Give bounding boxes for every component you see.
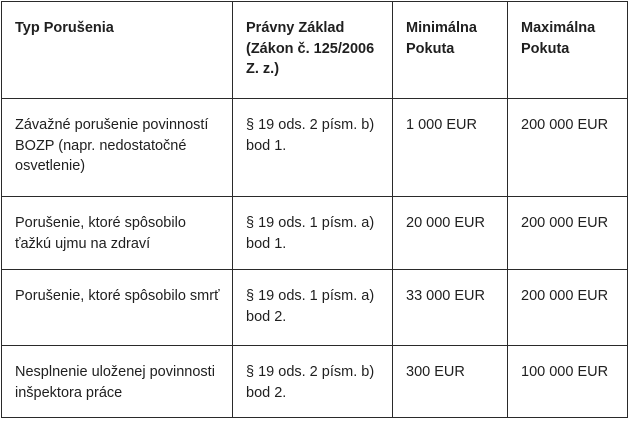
table-header-row [2, 2, 628, 99]
cell-minimum-fine: 33 000 EUR [393, 270, 508, 346]
cell-legal-basis: § 19 ods. 2 písm. b) bod 1. [233, 99, 393, 197]
header-legal-basis: Právny Základ (Zákon č. 125/2006 Z. z.) [233, 2, 393, 99]
table-row [2, 346, 628, 418]
header-violation-type: Typ Porušenia [2, 2, 233, 99]
table-row [2, 270, 628, 346]
cell-minimum-fine: 1 000 EUR [393, 99, 508, 197]
cell-violation-type: Závažné porušenie povinností BOZP (napr. nedostatočné osvetlenie) [2, 99, 233, 197]
table-row [2, 99, 628, 197]
cell-maximum-fine: 200 000 EUR [508, 99, 628, 197]
cell-legal-basis: § 19 ods. 2 písm. b) bod 2. [233, 346, 393, 418]
cell-violation-type: Porušenie, ktoré spôsobilo ťažkú ujmu na zdraví [2, 197, 233, 270]
fines-table [1, 1, 628, 418]
fines-table-container [1, 1, 628, 418]
cell-legal-basis: § 19 ods. 1 písm. a) bod 2. [233, 270, 393, 346]
cell-legal-basis: § 19 ods. 1 písm. a) bod 1. [233, 197, 393, 270]
cell-minimum-fine: 300 EUR [393, 346, 508, 418]
table-row [2, 197, 628, 270]
cell-maximum-fine: 100 000 EUR [508, 346, 628, 418]
cell-maximum-fine: 200 000 EUR [508, 270, 628, 346]
header-maximum-fine: Maximálna Pokuta [508, 2, 628, 99]
cell-violation-type: Nesplnenie uloženej povinnosti inšpektora práce [2, 346, 233, 418]
header-minimum-fine: Minimálna Pokuta [393, 2, 508, 99]
cell-violation-type: Porušenie, ktoré spôsobilo smrť [2, 270, 233, 346]
cell-maximum-fine: 200 000 EUR [508, 197, 628, 270]
cell-minimum-fine: 20 000 EUR [393, 197, 508, 270]
